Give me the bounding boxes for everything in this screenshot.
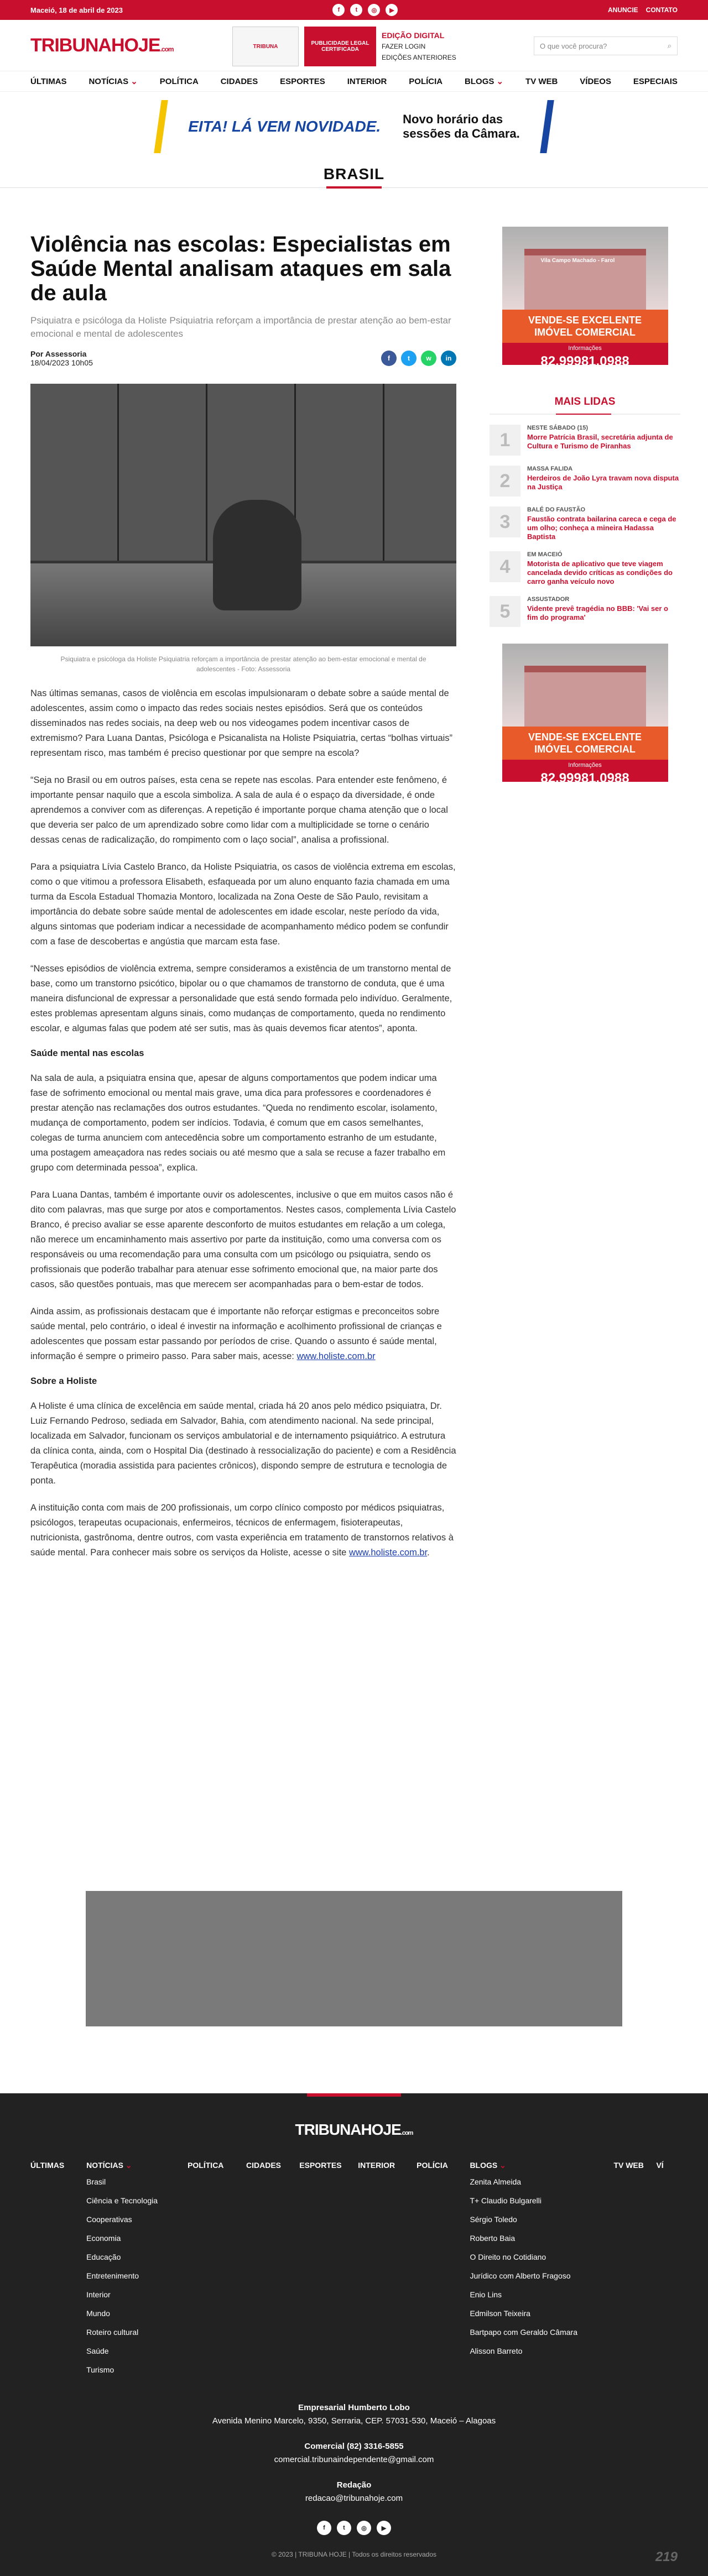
chevron-down-icon: ⌄: [131, 77, 138, 86]
list-item[interactable]: 1 NESTE SÁBADO (15) Morre Patrícia Brasil, secretária adjunta de Cultura e Turismo de Piranhas: [490, 425, 680, 456]
youtube-icon[interactable]: ▶: [386, 4, 398, 16]
nav-tv-web[interactable]: TV WEB: [525, 76, 558, 86]
footer-nav-blogs[interactable]: BLOGS ⌄: [470, 2161, 506, 2170]
main-nav: [0, 71, 708, 92]
footer-nav-cidades[interactable]: CIDADES: [246, 2161, 282, 2170]
holiste-link[interactable]: www.holiste.com.br: [348, 1548, 428, 1558]
footer-link[interactable]: T+ Claudio Bulgarelli: [470, 2196, 542, 2205]
site-header: [0, 20, 708, 71]
share-facebook-icon[interactable]: f: [381, 351, 397, 366]
current-date: Maceió, 18 de abril de 2023: [30, 6, 123, 14]
footer-link[interactable]: Zenita Almeida: [470, 2177, 522, 2186]
legal-ad-badge[interactable]: PUBLICIDADE LEGAL CERTIFICADA: [304, 27, 376, 66]
nav-politica[interactable]: POLÍTICA: [159, 76, 199, 86]
redacao-email[interactable]: redacao@tribunahoje.com: [305, 2494, 403, 2503]
mais-lidas-list: [490, 425, 680, 627]
footer-link[interactable]: Educação: [86, 2253, 121, 2261]
list-item[interactable]: 5 ASSUSTADOR Vidente prevê tragédia no BBB: 'Vai ser o fim do programa': [490, 596, 680, 627]
footer-logo[interactable]: TRIBUNAHOJE.com: [295, 2121, 413, 2138]
footer-address: Empresarial Humberto Lobo Avenida Menino Marcelo, 9350, Serraria, CEP. 57031-530, Maceió – Alagoas: [212, 2403, 496, 2426]
article-date: 18/04/2023 10h05: [30, 358, 93, 367]
top-banner-ad[interactable]: [158, 100, 550, 153]
footer-link[interactable]: Ciência e Tecnologia: [86, 2196, 158, 2205]
footer-noticias-list: [86, 2172, 188, 2379]
nav-interior[interactable]: INTERIOR: [347, 76, 387, 86]
nav-policia[interactable]: POLÍCIA: [409, 76, 443, 86]
footer-link[interactable]: Turismo: [86, 2365, 114, 2374]
photo-caption: Psiquiatra e psicóloga da Holiste Psiquiatria reforçam a importância de prestar atenção ao bem-estar emocional e mental de adolescentes - Foto: Assessoria: [60, 655, 426, 673]
twitter-icon[interactable]: t: [337, 2521, 351, 2535]
footer-link[interactable]: Interior: [86, 2290, 111, 2299]
holiste-link[interactable]: www.holiste.com.br: [296, 1351, 376, 1361]
instagram-icon[interactable]: ◎: [357, 2521, 371, 2535]
paragraph: Para a psiquiatra Lívia Castelo Branco, da Holiste Psiquiatria, os casos de violência extrema em escolas, como o que vitimou a professora Elisabeth, esfaqueada por um aluno enquanto fazia chamada em uma turma da Escola Estadual Thomazia Montoro, localizada na Zona Oeste de São Paulo, revisitam a importância do debate sobre saúde mental de adolescentes em idade escolar, neste período da vida, alguns sintomas que poderiam indicar a necessidade de acompanhamento médico podem se confundir com a fase de descobertas e angústia que marcam esta fase.: [30, 862, 456, 947]
chevron-down-icon: ⌄: [496, 77, 504, 86]
nav-ultimas[interactable]: ÚLTIMAS: [30, 76, 67, 86]
footer-link[interactable]: Roberto Baia: [470, 2234, 516, 2243]
article-body: [30, 686, 456, 1560]
share-linkedin-icon[interactable]: in: [441, 351, 456, 366]
list-item[interactable]: 2 MASSA FALIDA Herdeiros de João Lyra travam nova disputa na Justiça: [490, 466, 680, 497]
article-author: Por Assessoria: [30, 349, 87, 358]
footer-nav-politica[interactable]: POLÍTICA: [188, 2161, 224, 2170]
footer-nav-policia[interactable]: POLÍCIA: [417, 2161, 448, 2170]
footer-nav-esportes[interactable]: ESPORTES: [299, 2161, 342, 2170]
paragraph: A Holiste é uma clínica de excelência em saúde mental, criada há 20 anos pelo médico psiquiatra, Dr. Luiz Fernando Pedroso, sediada em Salvador, Bahia, com atendimento nacional. Na sede principal, localizada em Salvador, funcionam os serviços ambulatorial e de internamento psiquiátrico. A estrutura da clínica conta, ainda, com o Hospital Dia (destinado à ressocialização do paciente) e com a Residência Terapêutica (moradia assistida para pacientes crônicos), dispondo sempre de estrutura e tecnologia de ponta.: [30, 1401, 456, 1486]
anuncie-link[interactable]: ANUNCIE: [607, 6, 638, 14]
nav-blogs[interactable]: BLOGS ⌄: [465, 77, 504, 86]
site-logo[interactable]: TRIBUNAHOJE.com: [30, 34, 174, 56]
instagram-icon[interactable]: ◎: [368, 4, 380, 16]
facebook-icon[interactable]: f: [332, 4, 345, 16]
nav-noticias[interactable]: NOTÍCIAS ⌄: [88, 77, 138, 86]
footer-link[interactable]: Edmilson Teixeira: [470, 2309, 530, 2318]
search-icon[interactable]: ⌕: [667, 41, 671, 50]
edition-title: EDIÇÃO DIGITAL: [382, 31, 445, 40]
article-subtitle: Psiquiatra e psicóloga da Holiste Psiquiatria reforçam a importância de prestar atenção ao bem-estar emocional e mental de adolescentes: [30, 315, 451, 339]
paragraph: A instituição conta com mais de 200 profissionais, um corpo clínico composto por médicos psiquiatras, psicólogos, terapeutas ocupacionais, enfermeiros, técnicos de enfermagem, fisioterapeutas, nutricionista, gastrônoma, dentre outros, com vasta experiência em tratamento de transtornos relativos à saúde mental. Para conhecer mais sobre os serviços da Holiste, acesse o site www.holiste.com.br.: [30, 1503, 454, 1558]
twitter-icon[interactable]: t: [350, 4, 362, 16]
sidebar-ad[interactable]: VENDE-SE EXCELENTE IMÓVEL COMERCIAL Informações 82.99981.0988: [502, 644, 668, 782]
share-whatsapp-icon[interactable]: w: [421, 351, 436, 366]
paragraph: Ainda assim, as profissionais destacam que é importante não reforçar estigmas e preconceitos sobre saúde mental, pelo contrário, o ideal é investir na informação e acolhimento profissional de crianças e adolescentes que possam estar passando por períodos de crise. Quando o assunto é saúde mental, informação é sempre o primeiro passo. Para saber mais, acesse: www.holiste.com.br: [30, 1307, 442, 1361]
footer-nav-ultimas[interactable]: ÚLTIMAS: [30, 2161, 65, 2170]
mais-lidas-title: MAIS LIDAS: [554, 396, 616, 407]
banner-stripe-left: [154, 100, 168, 153]
paragraph: “Seja no Brasil ou em outros países, esta cena se repete nas escolas. Para entender este fenômeno, é importante pensar naquilo que a escola simboliza. A sala de aula é o espaço da diversidade, é onde aprendemos a conviver com as diferenças. A repetição é importante porque chama atenção que o local que deveria ser palco de um aprendizado sobre como lidar com a multiplicidade se torne o cenário dessas cenas de radicalização, do rompimento com o laço social”, analisa a profissional.: [30, 775, 448, 845]
footer-link[interactable]: Roteiro cultural: [86, 2328, 139, 2337]
footer-link[interactable]: Alisson Barreto: [470, 2347, 523, 2355]
footer-nav-interior[interactable]: INTERIOR: [358, 2161, 395, 2170]
footer-nav: [0, 2161, 708, 2379]
ad-info: Informações: [568, 345, 602, 352]
footer-commercial: Comercial (82) 3316-5855 comercial.tribunaindependente@gmail.com: [0, 2440, 708, 2467]
subheading: Saúde mental nas escolas: [30, 1048, 144, 1058]
sidebar: [490, 227, 680, 782]
paragraph: Para Luana Dantas, também é importante ouvir os adolescentes, inclusive o que em muitos casos não é dito com palavras, mas que surge por atos e comportamentos. Nestes casos, complementa Lívia Castelo Branco, é preciso avaliar se esse aparente desconforto de muitos estudantes em relação a um colega, não merece um encaminhamento mais assertivo por parte da instituição, como uma conversa com os responsáveis ou uma recomendação para uma consulta com um psicólogo ou psiquiatra, sendo os profissionais que poderão trabalhar para atenuar esse sofrimento emocional que, na maior parte dos casos, são questões pontuais, mas que merecem ser acompanhadas para o bem-estar de todos.: [30, 1190, 456, 1289]
previous-editions-link[interactable]: EDIÇÕES ANTERIORES: [382, 54, 456, 61]
ad-phone: 82.99981.0988: [540, 354, 629, 365]
footer-social: [0, 2521, 708, 2535]
footer-nav-noticias[interactable]: NOTÍCIAS ⌄: [86, 2161, 132, 2170]
footer-redacao: Redação redacao@tribunahoje.com: [0, 2479, 708, 2505]
social-links: [332, 4, 398, 16]
commercial-email[interactable]: comercial.tribunaindependente@gmail.com: [274, 2455, 434, 2464]
nav-videos[interactable]: VÍDEOS: [580, 76, 611, 86]
site-footer: [0, 2093, 708, 2576]
digital-edition: [232, 27, 456, 66]
facebook-icon[interactable]: f: [317, 2521, 331, 2535]
nav-especiais[interactable]: ESPECIAIS: [633, 76, 678, 86]
chevron-down-icon: ⌄: [499, 2161, 506, 2170]
top-bar: [0, 0, 708, 20]
footer-link[interactable]: Economia: [86, 2234, 121, 2243]
share-buttons: [381, 351, 456, 366]
chevron-down-icon: ⌄: [125, 2161, 132, 2170]
ad-sign: Vila Campo Machado - Farol: [540, 258, 615, 264]
subheading: Sobre a Holiste: [30, 1376, 97, 1386]
article-title: Violência nas escolas: Especialistas em Saúde Mental analisam ataques em sala de aula: [30, 232, 451, 305]
footer-link[interactable]: Enio Lins: [470, 2290, 502, 2299]
article: [30, 232, 456, 1560]
section-title: BRASIL: [0, 165, 708, 189]
youtube-icon[interactable]: ▶: [377, 2521, 391, 2535]
search-input[interactable]: O que você procura? ⌕: [534, 36, 678, 55]
list-item[interactable]: 3 BALÉ DO FAUSTÃO Faustão contrata bailarina careca e cega de um olho; conheça a mineira Hadassa Baptista: [490, 506, 680, 541]
developer-watermark[interactable]: 219: [655, 2549, 678, 2564]
nav-cidades[interactable]: CIDADES: [220, 76, 258, 86]
footer-nav-videos[interactable]: VÍ: [656, 2161, 664, 2170]
footer-link[interactable]: Entretenimento: [86, 2271, 139, 2280]
sidebar-ad[interactable]: Vila Campo Machado - Farol VENDE-SE EXCELENTE IMÓVEL COMERCIAL Informações 82.99981.0988: [502, 227, 668, 365]
paragraph: “Nesses episódios de violência extrema, sempre consideramos a existência de um transtorno mental de base, como um transtorno psicótico, bipolar ou o que chamamos de transtorno de conduta, que é uma maneira disfuncional de expressar a personalidade que está sendo formada pelo indivíduo. Geralmente, estes problemas apresentam alguns sinais, como mudanças de comportamento, queda no rendimento escolar, e algumas falas que podem até ser sutis, mas às quais devemos ficar atentos”, aponta.: [30, 964, 452, 1033]
nav-esportes[interactable]: ESPORTES: [280, 76, 325, 86]
banner-stripe-right: [540, 100, 554, 153]
footer-link[interactable]: Brasil: [86, 2177, 106, 2186]
paragraph: Nas últimas semanas, casos de violência em escolas impulsionaram o debate sobre a saúde mental de adolescentes, assim como o impacto das redes sociais nestes episódios. Será que os conteúdos disseminados nas redes sociais, na deep web ou nos videogames podem incentivar casos de extremismo? Para Luana Dantas, Psicóloga e Psicanalista na Holiste Psiquiatria, certas “bolhas virtuais” representam risco, mas também é preciso questionar por que sempre na escola?: [30, 688, 453, 758]
mais-lidas-divider: [490, 414, 680, 415]
login-link[interactable]: FAZER LOGIN: [382, 43, 426, 50]
contato-link[interactable]: CONTATO: [645, 6, 678, 14]
copyright: © 2023 | TRIBUNA HOJE | Todos os direitos reservados: [271, 2551, 437, 2558]
footer-ad-placeholder[interactable]: [86, 1891, 622, 2026]
footer-link[interactable]: Bartpapo com Geraldo Câmara: [470, 2328, 577, 2337]
share-twitter-icon[interactable]: t: [401, 351, 417, 366]
banner-subline: Novo horário das sessões da Câmara.: [403, 112, 520, 140]
paragraph: Na sala de aula, a psiquiatra ensina que, apesar de alguns comportamentos que podem indicar uma fase de sofrimento emocional ou mental mais grave, uma dica para professores e coordenadores é prestar atenção nas reclamações dos outros estudantes. “Queda no rendimento escolar, isolamento, mudança de comportamento, podem ser indícios. Todavia, é comum que em casos semelhantes, colegas de turma anunciem com antecedência sobre um comportamento estranho de um estudante, uma postagem ameaçadora nas redes sociais ou até mesmo que a sala se recuse a fazer trabalho em grupo com determinada pessoa”, explica.: [30, 1073, 446, 1173]
footer-link[interactable]: Saúde: [86, 2347, 109, 2355]
list-item[interactable]: 4 EM MACEIÓ Motorista de aplicativo que teve viagem cancelada devido críticas as condições do carro ganha veículo novo: [490, 551, 680, 586]
footer-link[interactable]: Jurídico com Alberto Fragoso: [470, 2271, 571, 2280]
footer-link[interactable]: Cooperativas: [86, 2215, 132, 2224]
footer-link[interactable]: O Direito no Cotidiano: [470, 2253, 546, 2261]
footer-link[interactable]: Sérgio Toledo: [470, 2215, 517, 2224]
banner-headline: EITA! LÁ VEM NOVIDADE.: [188, 118, 381, 135]
footer-redbar: [307, 2093, 401, 2097]
edition-thumbnail[interactable]: TRIBUNA: [232, 27, 299, 66]
article-photo: [30, 384, 456, 646]
footer-blogs-list: [470, 2172, 613, 2360]
footer-link[interactable]: Mundo: [86, 2309, 110, 2318]
footer-nav-tv-web[interactable]: TV WEB: [613, 2161, 644, 2170]
